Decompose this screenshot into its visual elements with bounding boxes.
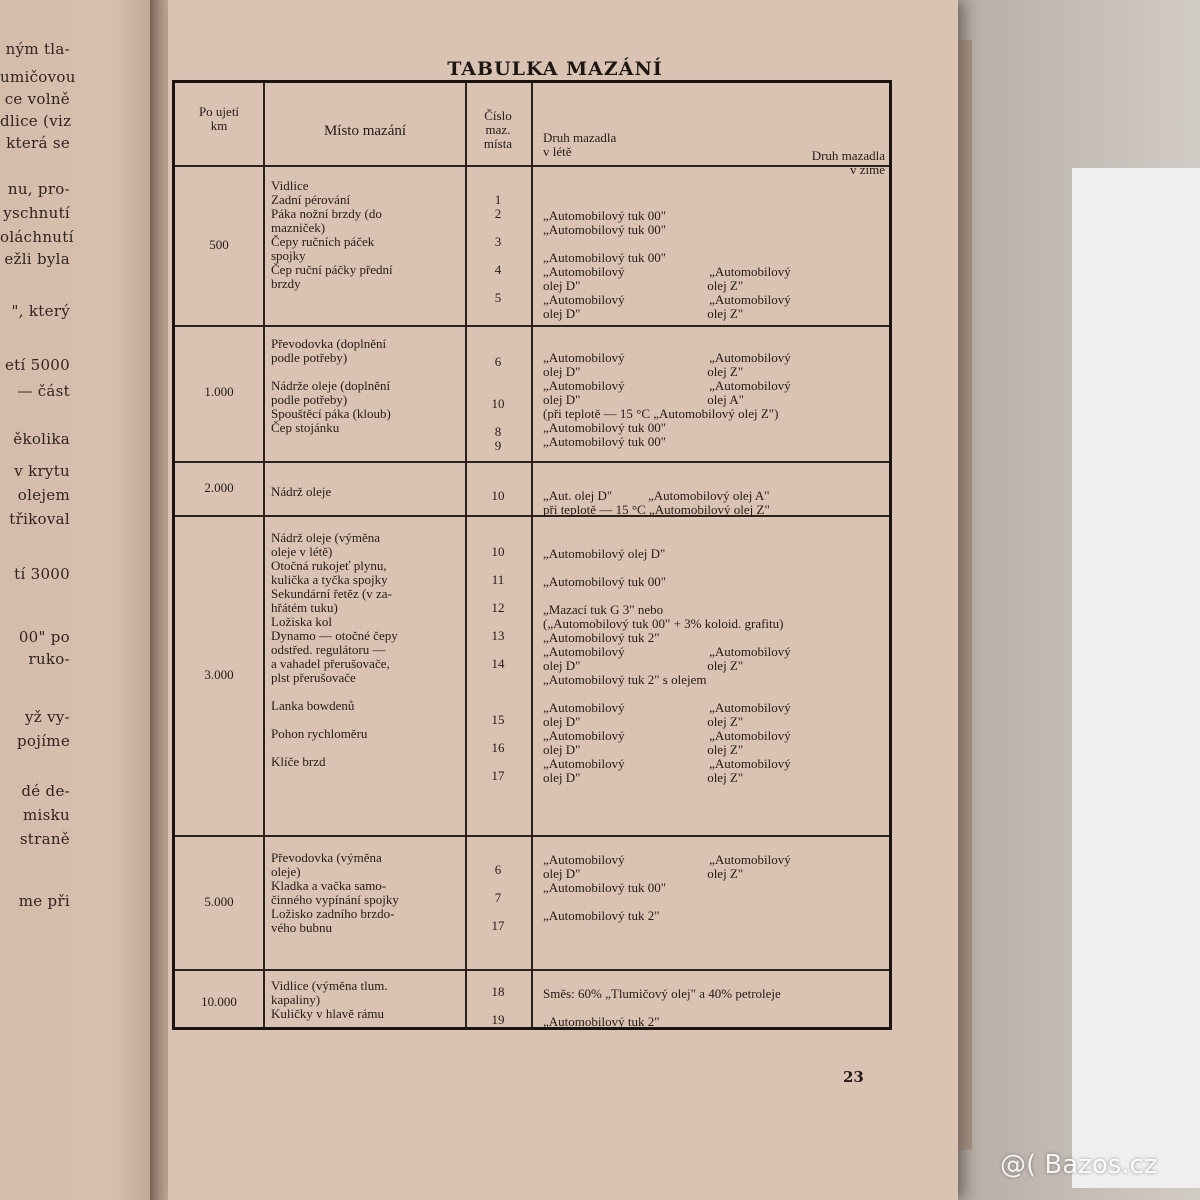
numbers-cell: 10 11 12 13 14 15 16 17 [491, 544, 505, 783]
header-number: Číslo maz. místa [483, 108, 513, 151]
left-page-text-line: yž vy- [25, 708, 70, 726]
left-page-text-line: dé de- [21, 782, 70, 800]
left-page-text-line: pojíme [17, 732, 70, 750]
page-number: 23 [843, 1068, 864, 1086]
header-km: Po ujetí km [198, 104, 240, 133]
km-cell: 3.000 [204, 667, 234, 682]
left-page-text-line: 00" po [18, 628, 70, 646]
numbers-cell: 10 [491, 488, 505, 503]
left-page-text-line: yschnutí [3, 204, 70, 222]
left-page-text-line: dlice (viz [0, 112, 72, 130]
left-page-text-line: která se [6, 134, 70, 152]
places-cell: Převodovka (doplnění podle potřeby) Nádrže oleje (doplnění podle potřeby) Spouštěcí páka (kloub) Čep stojánku [271, 336, 391, 435]
left-page-text-line: ce volně [4, 90, 70, 108]
left-page-text-line: nu, pro- [7, 180, 70, 198]
header-summer: Druh mazadla v létě [543, 130, 617, 159]
header-winter: Druh mazadla v zimě [811, 148, 885, 177]
km-cell: 500 [209, 237, 229, 252]
left-page-text-line: tí 3000 [14, 565, 70, 583]
left-page-text-line: umičovou [0, 68, 76, 86]
left-book-page [0, 0, 165, 1200]
row-divider [175, 461, 889, 463]
row-divider [175, 515, 889, 517]
numbers-cell: 18 19 [491, 984, 505, 1027]
places-cell: Nádrž oleje [271, 484, 332, 499]
header-place: Místo mazání [323, 123, 407, 139]
numbers-cell: 1 2 3 4 5 [494, 192, 502, 305]
left-page-text-line: ežli byla [4, 250, 70, 268]
lubricants-cell: „Automobilový „Automobilový olej D" olej Z" „Automobilový „Automobilový olej D" olej A" (při teplotě — 15 °C „Automobilový olej Z") „Automobilový tuk 00" „Automobilový tuk 00" [543, 350, 791, 449]
km-cell: 2.000 [204, 480, 234, 495]
places-cell: Převodovka (výměna oleje) Kladka a vačka samo- činného vypínání spojky Ložisko zadního brzdo- vého bubnu [271, 850, 399, 935]
row-divider [175, 969, 889, 971]
watermark: @( Bazos.cz [1000, 1150, 1158, 1180]
lubricants-cell: „Automobilový „Automobilový olej D" olej Z" „Automobilový tuk 00" „Automobilový tuk 2" [543, 852, 791, 923]
left-page-text-line: ěkolika [13, 430, 70, 448]
column-divider [531, 83, 533, 1027]
column-divider [263, 83, 265, 1027]
places-cell: Vidlice (výměna tlum. kapaliny) Kuličky v hlavě rámu [271, 978, 388, 1021]
left-page-text-line: třikoval [9, 510, 70, 528]
lubricants-cell: „Automobilový tuk 00" „Automobilový tuk 00" „Automobilový tuk 00" „Automobilový „Automobilový olej D" olej Z" „Automobilový „Automobilový olej D" olej Z" [543, 208, 791, 321]
left-page-text-line: etí 5000 [4, 356, 70, 374]
left-page-text-line: — část [17, 382, 70, 400]
white-paper-sheet [1072, 168, 1200, 1188]
places-cell: Vidlice Zadní pérování Páka nožní brzdy (do mazniček) Čepy ručních páček spojky Čep ruční páčky přední brzdy [271, 178, 393, 291]
lubricants-cell: „Aut. olej D" „Automobilový olej A" při teplotě — 15 °C „Automobilový olej Z" [543, 488, 770, 517]
left-page-text-line: oláchnutí [0, 228, 74, 246]
left-page-text-line: ným tla- [5, 40, 70, 58]
lubrication-table [172, 80, 892, 1030]
table-title: TABULKA MAZÁNÍ [447, 58, 663, 80]
left-page-text-line: misku [23, 806, 70, 824]
left-page-text-line: straně [19, 830, 70, 848]
left-page-text-line: v krytu [14, 462, 70, 480]
row-divider [175, 835, 889, 837]
numbers-cell: 6 10 8 9 [491, 354, 505, 453]
left-page-text-line: olejem [17, 486, 70, 504]
numbers-cell: 6 7 17 [491, 862, 505, 933]
left-page-text-line: me při [18, 892, 70, 910]
km-cell: 5.000 [204, 894, 234, 909]
lubricants-cell: „Automobilový olej D" „Automobilový tuk 00" „Mazací tuk G 3" nebo („Automobilový tuk 00" + 3% koloid. grafitu) „Automobilový tuk 2" „Automobilový „Automobilový olej D" olej Z" „Automobilový tuk 2" s olejem „Automobilový „Automobilový olej D" olej Z" „Automobilový „Automobilový olej D" olej Z" „Automobilový „Automobilový olej D" olej Z" [543, 546, 791, 785]
lubricants-cell: Směs: 60% „Tlumičový olej" a 40% petroleje „Automobilový tuk 2" [543, 986, 781, 1029]
km-cell: 1.000 [204, 384, 234, 399]
km-cell: 10.000 [201, 994, 237, 1009]
left-page-text-line: ", který [11, 302, 70, 320]
left-page-text-line: ruko- [28, 650, 70, 668]
places-cell: Nádrž oleje (výměna oleje v létě) Otočná rukojeť plynu, kulička a tyčka spojky Sekundární řetěz (v za- hřátém tuku) Ložiska kol Dynamo — otočné čepy odstřed. regulátoru — a vahadel přerušovače, plst přerušovače Lanka bowdenů Pohon rychloměru Klíče brzd [271, 530, 398, 769]
row-divider [175, 325, 889, 327]
